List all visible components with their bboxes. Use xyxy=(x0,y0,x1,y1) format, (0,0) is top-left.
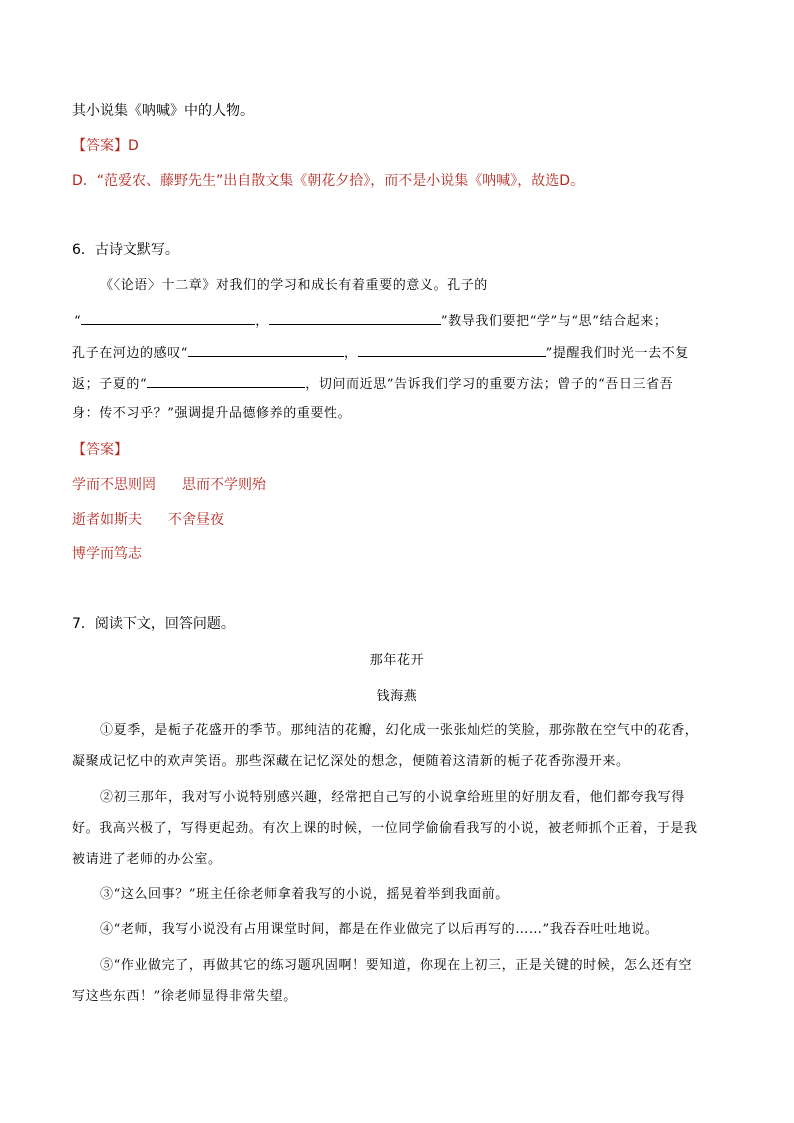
answer-2: 思而不学则殆 xyxy=(182,477,266,493)
q6-answer-row-2 xyxy=(72,511,224,529)
q5-explanation: D．“范爱农、藤野先生”出自散文集《朝花夕拾》，而不是小说集《呐喊》，故选D。 xyxy=(72,173,585,189)
article-author: 钱海燕 xyxy=(376,689,418,704)
answer-3: 逝者如斯夫 xyxy=(72,512,142,528)
answer-label: 【答案】 xyxy=(72,138,128,154)
paragraph-2-line-2: 好。我高兴极了，写得更起劲。有次上课的时候，一位同学偷偷看我写的小说，被老师抓个正着，于是我 xyxy=(72,821,698,836)
q7-title: 7．阅读下文，回答问题。 xyxy=(72,616,235,632)
q6-answer-label: 【答案】 xyxy=(72,442,128,458)
q6-body-line-3: 孔子在河边的感叹“ ， ”提醒我们时光一去不复 xyxy=(72,343,689,363)
fill-blank-2[interactable] xyxy=(269,311,441,325)
paragraph-5-line-1: ⑤“作业做完了，再做其它的练习题巩固啊！要知道，你现在上初三，正是关键的时候，怎么还有空 xyxy=(100,958,693,973)
q6-body-line-4: 返；子夏的“ ，切问而近思”告诉我们学习的重要方法；曾子的“吾日三省吾 xyxy=(72,374,673,394)
paragraph-1-line-2: 凝聚成记忆中的欢声笑语。那些深藏在记忆深处的想念，便随着这清新的栀子花香弥漫开来。 xyxy=(72,754,630,769)
q6-body-line-2: “ ， ”教导我们要把“学”与“思”结合起来； xyxy=(74,311,668,331)
paragraph-1-line-1: ①夏季，是栀子花盛开的季节。那纯洁的花瓣，幻化成一张张灿烂的笑脸，那弥散在空气中的花香， xyxy=(100,723,699,738)
q5-answer-line xyxy=(72,137,139,155)
paragraph-2-line-3: 被请进了老师的办公室。 xyxy=(72,852,222,867)
article-title: 那年花开 xyxy=(369,653,425,668)
answer-value: D xyxy=(128,138,139,154)
answer-4: 不舍昼夜 xyxy=(168,512,224,528)
q6-answer-row-3: 博学而笃志 xyxy=(72,546,142,562)
paragraph-2-line-1: ②初三那年，我对写小说特别感兴趣，经常把自己写的小说拿给班里的好朋友看，他们都夸我写得 xyxy=(100,790,685,805)
fill-blank-3[interactable] xyxy=(188,343,344,357)
answer-1: 学而不思则罔 xyxy=(72,477,156,493)
q6-body-line-5: 身：传不习乎？”强调提升品德修养的重要性。 xyxy=(72,406,352,421)
q6-body-line-1: 《〈论语〉十二章》对我们的学习和成长有着重要的意义。孔子的 xyxy=(100,278,488,293)
fill-blank-1[interactable] xyxy=(81,311,255,325)
q5-tail-line: 其小说集《呐喊》中的人物。 xyxy=(72,103,254,119)
paragraph-3: ③“这么回事？”班主任徐老师拿着我写的小说，摇晃着举到我面前。 xyxy=(100,887,509,902)
q6-answer-row-1 xyxy=(72,476,266,494)
paragraph-5-line-2: 写这些东西！”徐老师显得非常失望。 xyxy=(72,989,297,1004)
paragraph-4: ④“老师，我写小说没有占用课堂时间，都是在作业做完了以后再写的……”我吞吞吐吐地说。 xyxy=(100,922,659,937)
fill-blank-5[interactable] xyxy=(147,374,305,388)
q6-title: 6．古诗文默写。 xyxy=(72,242,179,258)
fill-blank-4[interactable] xyxy=(358,343,546,357)
